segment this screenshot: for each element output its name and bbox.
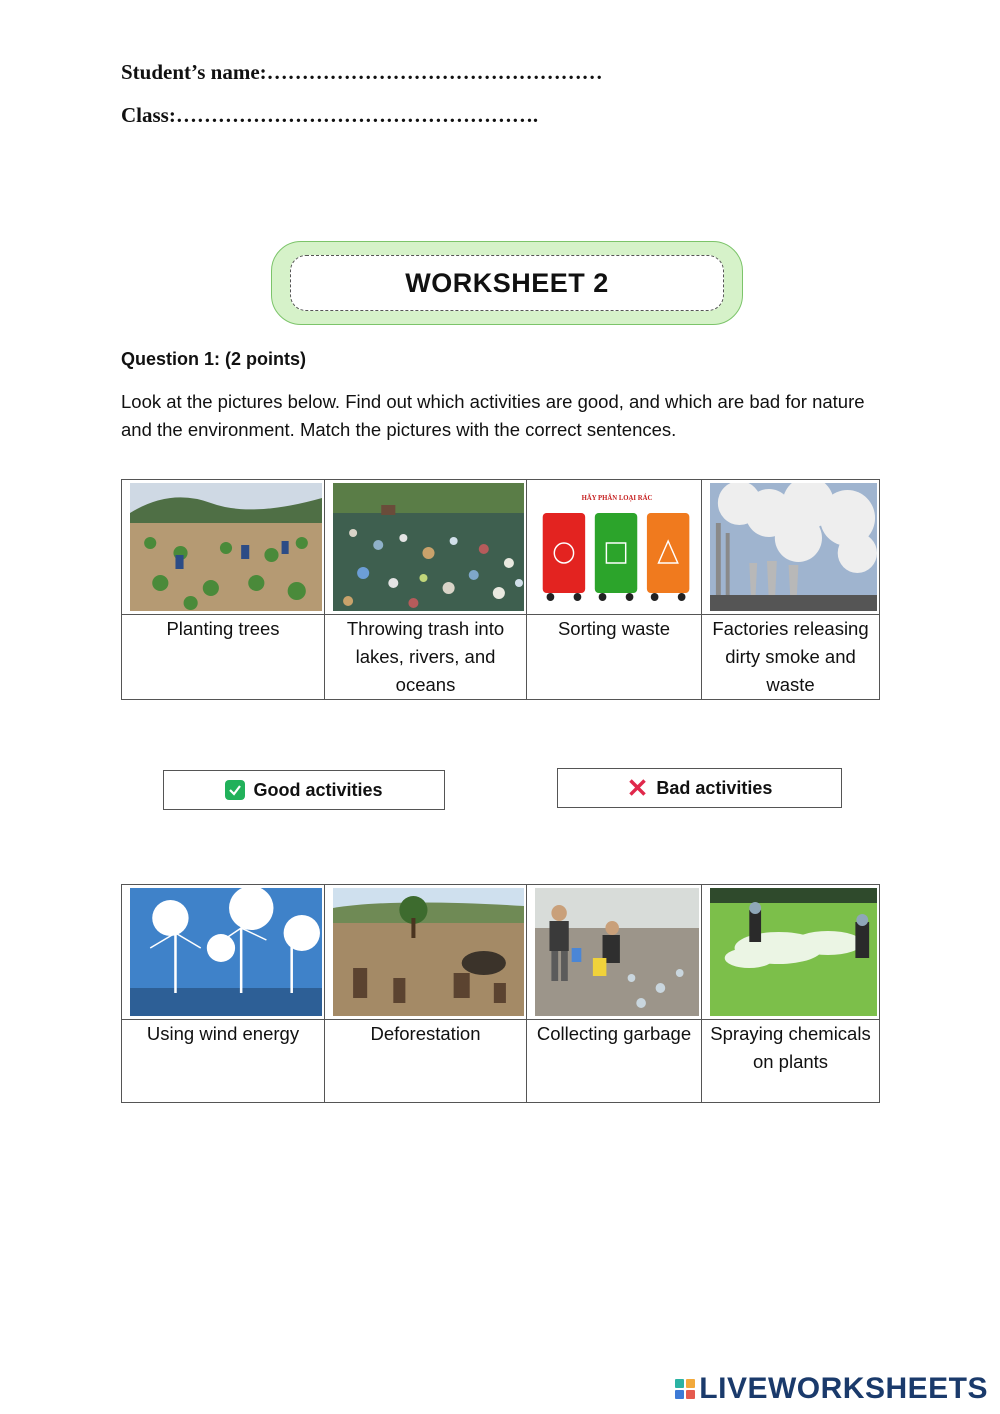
activity-image-cell[interactable]	[702, 480, 880, 615]
trash-in-water-photo[interactable]	[333, 483, 524, 611]
class-field[interactable]: Class:…………………………………………….	[121, 103, 539, 127]
activity-caption: Using wind energy	[122, 1020, 325, 1103]
liveworksheets-logo	[675, 1372, 988, 1406]
worksheet-title: WORKSHEET 2	[290, 255, 724, 311]
bins-banner-text: HÃY PHÂN LOẠI RÁC	[581, 494, 653, 503]
activity-image-cell[interactable]	[702, 885, 880, 1020]
activity-caption: Sorting waste	[527, 615, 702, 700]
activities-table-bottom	[121, 884, 880, 1103]
student-name-field[interactable]: Student’s name:…………………………………………	[121, 60, 603, 84]
factory-smoke-photo[interactable]	[710, 483, 877, 611]
good-activities-label: Good activities	[253, 779, 383, 800]
activities-table-top	[121, 479, 880, 700]
activity-caption: Planting trees	[122, 615, 325, 700]
question-instruction: Look at the pictures below. Find out which activities are good, and which are bad for nature and the environment. Match the pictures with the correct sentences.	[121, 391, 865, 440]
activity-caption: Factories releasing dirty smoke and waste	[702, 615, 880, 700]
wind-turbines-photo[interactable]	[130, 888, 322, 1016]
activity-image-cell[interactable]	[527, 885, 702, 1020]
question-heading: Question 1: (2 points)	[121, 349, 307, 369]
cross-icon: ✕	[626, 773, 649, 803]
deforestation-photo[interactable]	[333, 888, 524, 1016]
activity-caption: Spraying chemicals on plants	[702, 1020, 880, 1103]
activity-image-cell[interactable]	[122, 885, 325, 1020]
planting-trees-photo[interactable]	[130, 483, 322, 611]
bad-activities-box[interactable]	[557, 768, 842, 808]
spraying-chemicals-photo[interactable]	[710, 888, 877, 1016]
activity-caption: Throwing trash into lakes, rivers, and oceans	[325, 615, 527, 700]
waste-bins-photo[interactable]	[535, 483, 699, 611]
activity-image-cell[interactable]	[527, 480, 702, 615]
activity-image-cell[interactable]	[325, 480, 527, 615]
good-activities-box[interactable]	[163, 770, 445, 810]
bad-activities-label: Bad activities	[656, 777, 773, 798]
collecting-garbage-photo[interactable]	[535, 888, 699, 1016]
title-banner	[271, 241, 743, 325]
activity-image-cell[interactable]	[325, 885, 527, 1020]
logo-text: LIVEWORKSHEETS	[699, 1372, 988, 1405]
logo-blocks-icon	[675, 1379, 695, 1399]
activity-caption: Collecting garbage	[527, 1020, 702, 1103]
activity-caption: Deforestation	[325, 1020, 527, 1103]
check-icon	[225, 780, 245, 800]
activity-image-cell[interactable]	[122, 480, 325, 615]
